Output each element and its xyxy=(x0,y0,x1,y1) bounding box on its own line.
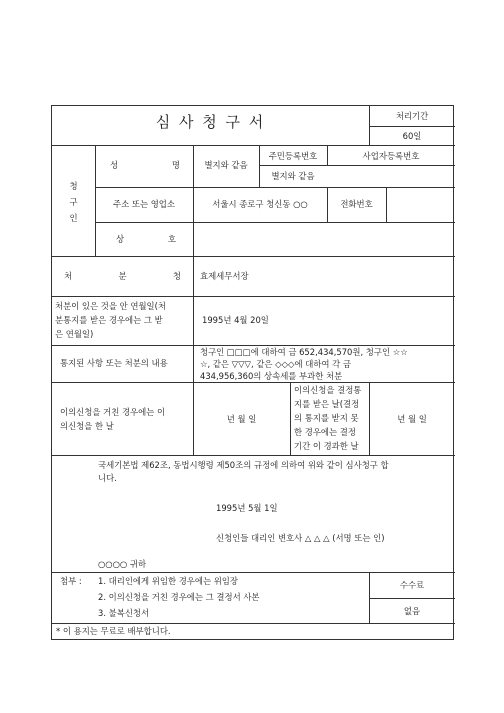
phone-label: 전화번호 xyxy=(340,199,373,209)
rrn-label: 주민등록번호 xyxy=(268,151,318,161)
notified-line: ☆, 같은 ▽▽▽, 같은 ◇◇◇에 대하여 각 금 xyxy=(200,359,352,369)
brn-label: 사업자등록번호 xyxy=(362,151,420,161)
name-label-char: 명 xyxy=(171,160,180,170)
divider xyxy=(52,145,455,146)
agency-label-char: 처 xyxy=(64,271,73,281)
appeal-form xyxy=(51,105,454,640)
decision-notice-line: 지를 받은 날(결정 xyxy=(294,399,360,409)
attachments-label: 첨부 : xyxy=(60,576,82,586)
notified-line: 청구인 □□□에 대하여 금 652,434,570원, 청구인 ☆☆ xyxy=(200,347,408,357)
divider xyxy=(52,623,455,624)
objection-label-line: 이의신청을 거친 경우에는 이 xyxy=(60,407,166,417)
attachment-item: 2. 이의신청을 거친 경우에는 그 결정서 사본 xyxy=(98,592,260,602)
divider xyxy=(259,165,455,166)
attachment-item: 3. 불복신청서 xyxy=(98,608,150,618)
objection-label-line: 의신청을 한 날 xyxy=(60,421,114,431)
date-known-label-line: 처분이 있은 것을 안 연월일(처 xyxy=(55,301,166,311)
agency-value: 효제세무서장 xyxy=(200,271,249,281)
name-label xyxy=(110,159,180,172)
agency-label-char: 청 xyxy=(172,271,181,281)
decision-notice-line: 한 경우에는 결정 xyxy=(294,427,356,437)
processing-period-label: 처리기간 xyxy=(395,111,429,121)
decision-notice-line: 이의신청을 결정통 xyxy=(294,385,362,395)
footnote: * 이 용지는 무료로 배부합니다. xyxy=(56,626,171,636)
decision-notice-line: 의 통지를 받지 못 xyxy=(294,413,359,423)
address-value: 서울시 종로구 청신동 ○○ xyxy=(212,199,308,209)
notified-label: 통지된 사항 또는 처분의 내용 xyxy=(60,358,168,368)
claimant-section-char: 청 xyxy=(69,181,78,191)
request-paragraph-line: 니다. xyxy=(98,473,117,483)
divider xyxy=(290,382,291,455)
decision-date: 년 월 일 xyxy=(397,414,427,424)
form-title: 심 사 청 구 서 xyxy=(155,113,266,131)
divider xyxy=(52,296,455,297)
agency-label-char: 분 xyxy=(118,271,127,281)
trade-name-label xyxy=(116,233,176,246)
decision-notice-line: 기간 이 경과한 날 xyxy=(294,441,359,451)
divider xyxy=(52,455,455,456)
claimant-section-char: 구 xyxy=(69,197,78,207)
objection-date: 년 월 일 xyxy=(226,414,257,424)
applicant-signature: 신청인들 대리인 변호사 △ △ △ (서명 또는 인) xyxy=(216,533,385,543)
recipient: ○○○○ 귀하 xyxy=(98,559,147,569)
divider xyxy=(386,187,387,222)
divider xyxy=(95,187,455,188)
processing-period-value: 60일 xyxy=(402,131,422,141)
fee-label: 수수료 xyxy=(399,580,425,590)
address-label: 주소 또는 영업소 xyxy=(113,199,175,209)
attachment-item: 1. 대리인에게 위임한 경우에는 위임장 xyxy=(98,576,238,586)
divider xyxy=(52,572,455,573)
divider xyxy=(52,256,455,257)
date-known-label-line: 분통지를 받은 경우에는 그 받 xyxy=(55,315,163,325)
agency-label xyxy=(64,270,181,283)
fee-value: 없음 xyxy=(403,606,421,616)
notified-line: 434,956,360의 상속세를 부과한 처분 xyxy=(200,371,343,381)
request-paragraph-line: 국세기본법 제62조, 동법시행령 제50조의 규정에 의하여 위와 같이 심사청구 합 xyxy=(98,460,389,470)
name-value: 별지와 같음 xyxy=(204,160,248,170)
rrn-value: 별지와 같음 xyxy=(271,171,315,181)
trade-label-char: 호 xyxy=(167,234,176,244)
name-label-char: 성 xyxy=(110,160,119,170)
divider xyxy=(369,126,455,127)
trade-label-char: 상 xyxy=(116,234,125,244)
date-known-label-line: 은 연월일) xyxy=(55,329,94,339)
date-known-value: 1995년 4월 20일 xyxy=(202,315,269,325)
divider xyxy=(369,598,455,599)
request-date: 1995년 5월 1일 xyxy=(216,503,278,513)
claimant-section-char: 인 xyxy=(69,213,78,223)
divider xyxy=(95,222,455,223)
